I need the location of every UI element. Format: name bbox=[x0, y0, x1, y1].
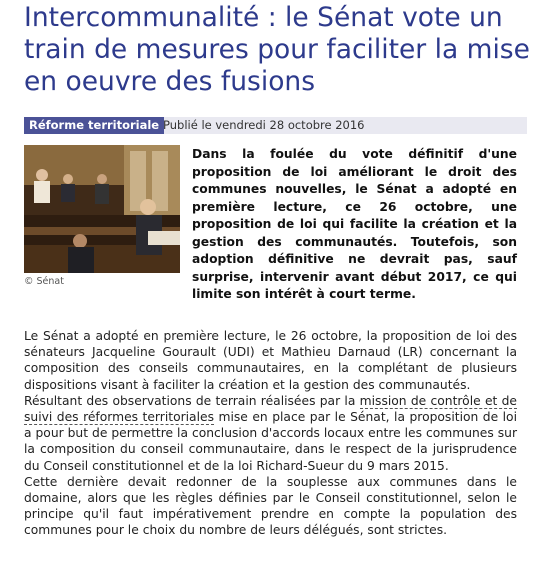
article-title: Intercommunalité : le Sénat vote un train de mesures pour faciliter la mise en oeuvre des fusions bbox=[24, 2, 530, 97]
category-badge[interactable]: Réforme territoriale bbox=[24, 117, 164, 134]
senate-chamber-illustration bbox=[24, 145, 180, 273]
article-lead: Dans la foulée du vote définitif d'une proposition de loi améliorant le droit des communes nouvelles, le Sénat a adopté en première lecture, ce 26 octobre, une proposition de loi qui facilite la création et la gestion des communautés. Toutefois, son adoption définitive ne devrait pas, sauf surprise, intervenir avant début 2017, ce qui limite son intérêt à court terme. bbox=[192, 147, 517, 301]
mission-link[interactable]: mission de contrôle et de suivi des réformes territoriales bbox=[24, 393, 517, 425]
body-paragraph-1: Le Sénat a adopté en première lecture, le 26 octobre, la proposition de loi des sénateurs Jacqueline Gourault (UDI) et Mathieu Darnaud (LR) concernant la composition des conseils communautaires, en la complétant de plusieurs dispositions visant à faciliter la création et la gestion des communautés. bbox=[24, 329, 517, 392]
paragraph-2-text-before: Résultant des observations de terrain réalisées par la bbox=[24, 393, 360, 408]
article-body bbox=[24, 328, 517, 539]
publication-date: Publié le vendredi 28 octobre 2016 bbox=[163, 118, 365, 132]
paragraph-2-text-after: mise en place par le Sénat, la proposition de loi a pour but de permettre la conclusion d'accords locaux entre les communes sur la composition du conseil communautaire, dans le respect de la jurisprudence du Conseil constitutionnel et de la loi Richard-Sueur du 9 mars 2015. bbox=[24, 410, 518, 473]
body-paragraph-2 bbox=[24, 393, 517, 474]
body-paragraph-3: Cette dernière devait redonner de la souplesse aux communes dans le domaine, alors que les règles définies par le Conseil constitutionnel, selon le principe qu'il faut impérativement prendre en compte la population des communes pour le choix du nombre de leurs délégués, sont strictes. bbox=[24, 474, 517, 538]
article-meta-bar bbox=[24, 117, 527, 134]
photo-credit: © Sénat bbox=[24, 276, 64, 287]
article-photo bbox=[24, 145, 180, 273]
